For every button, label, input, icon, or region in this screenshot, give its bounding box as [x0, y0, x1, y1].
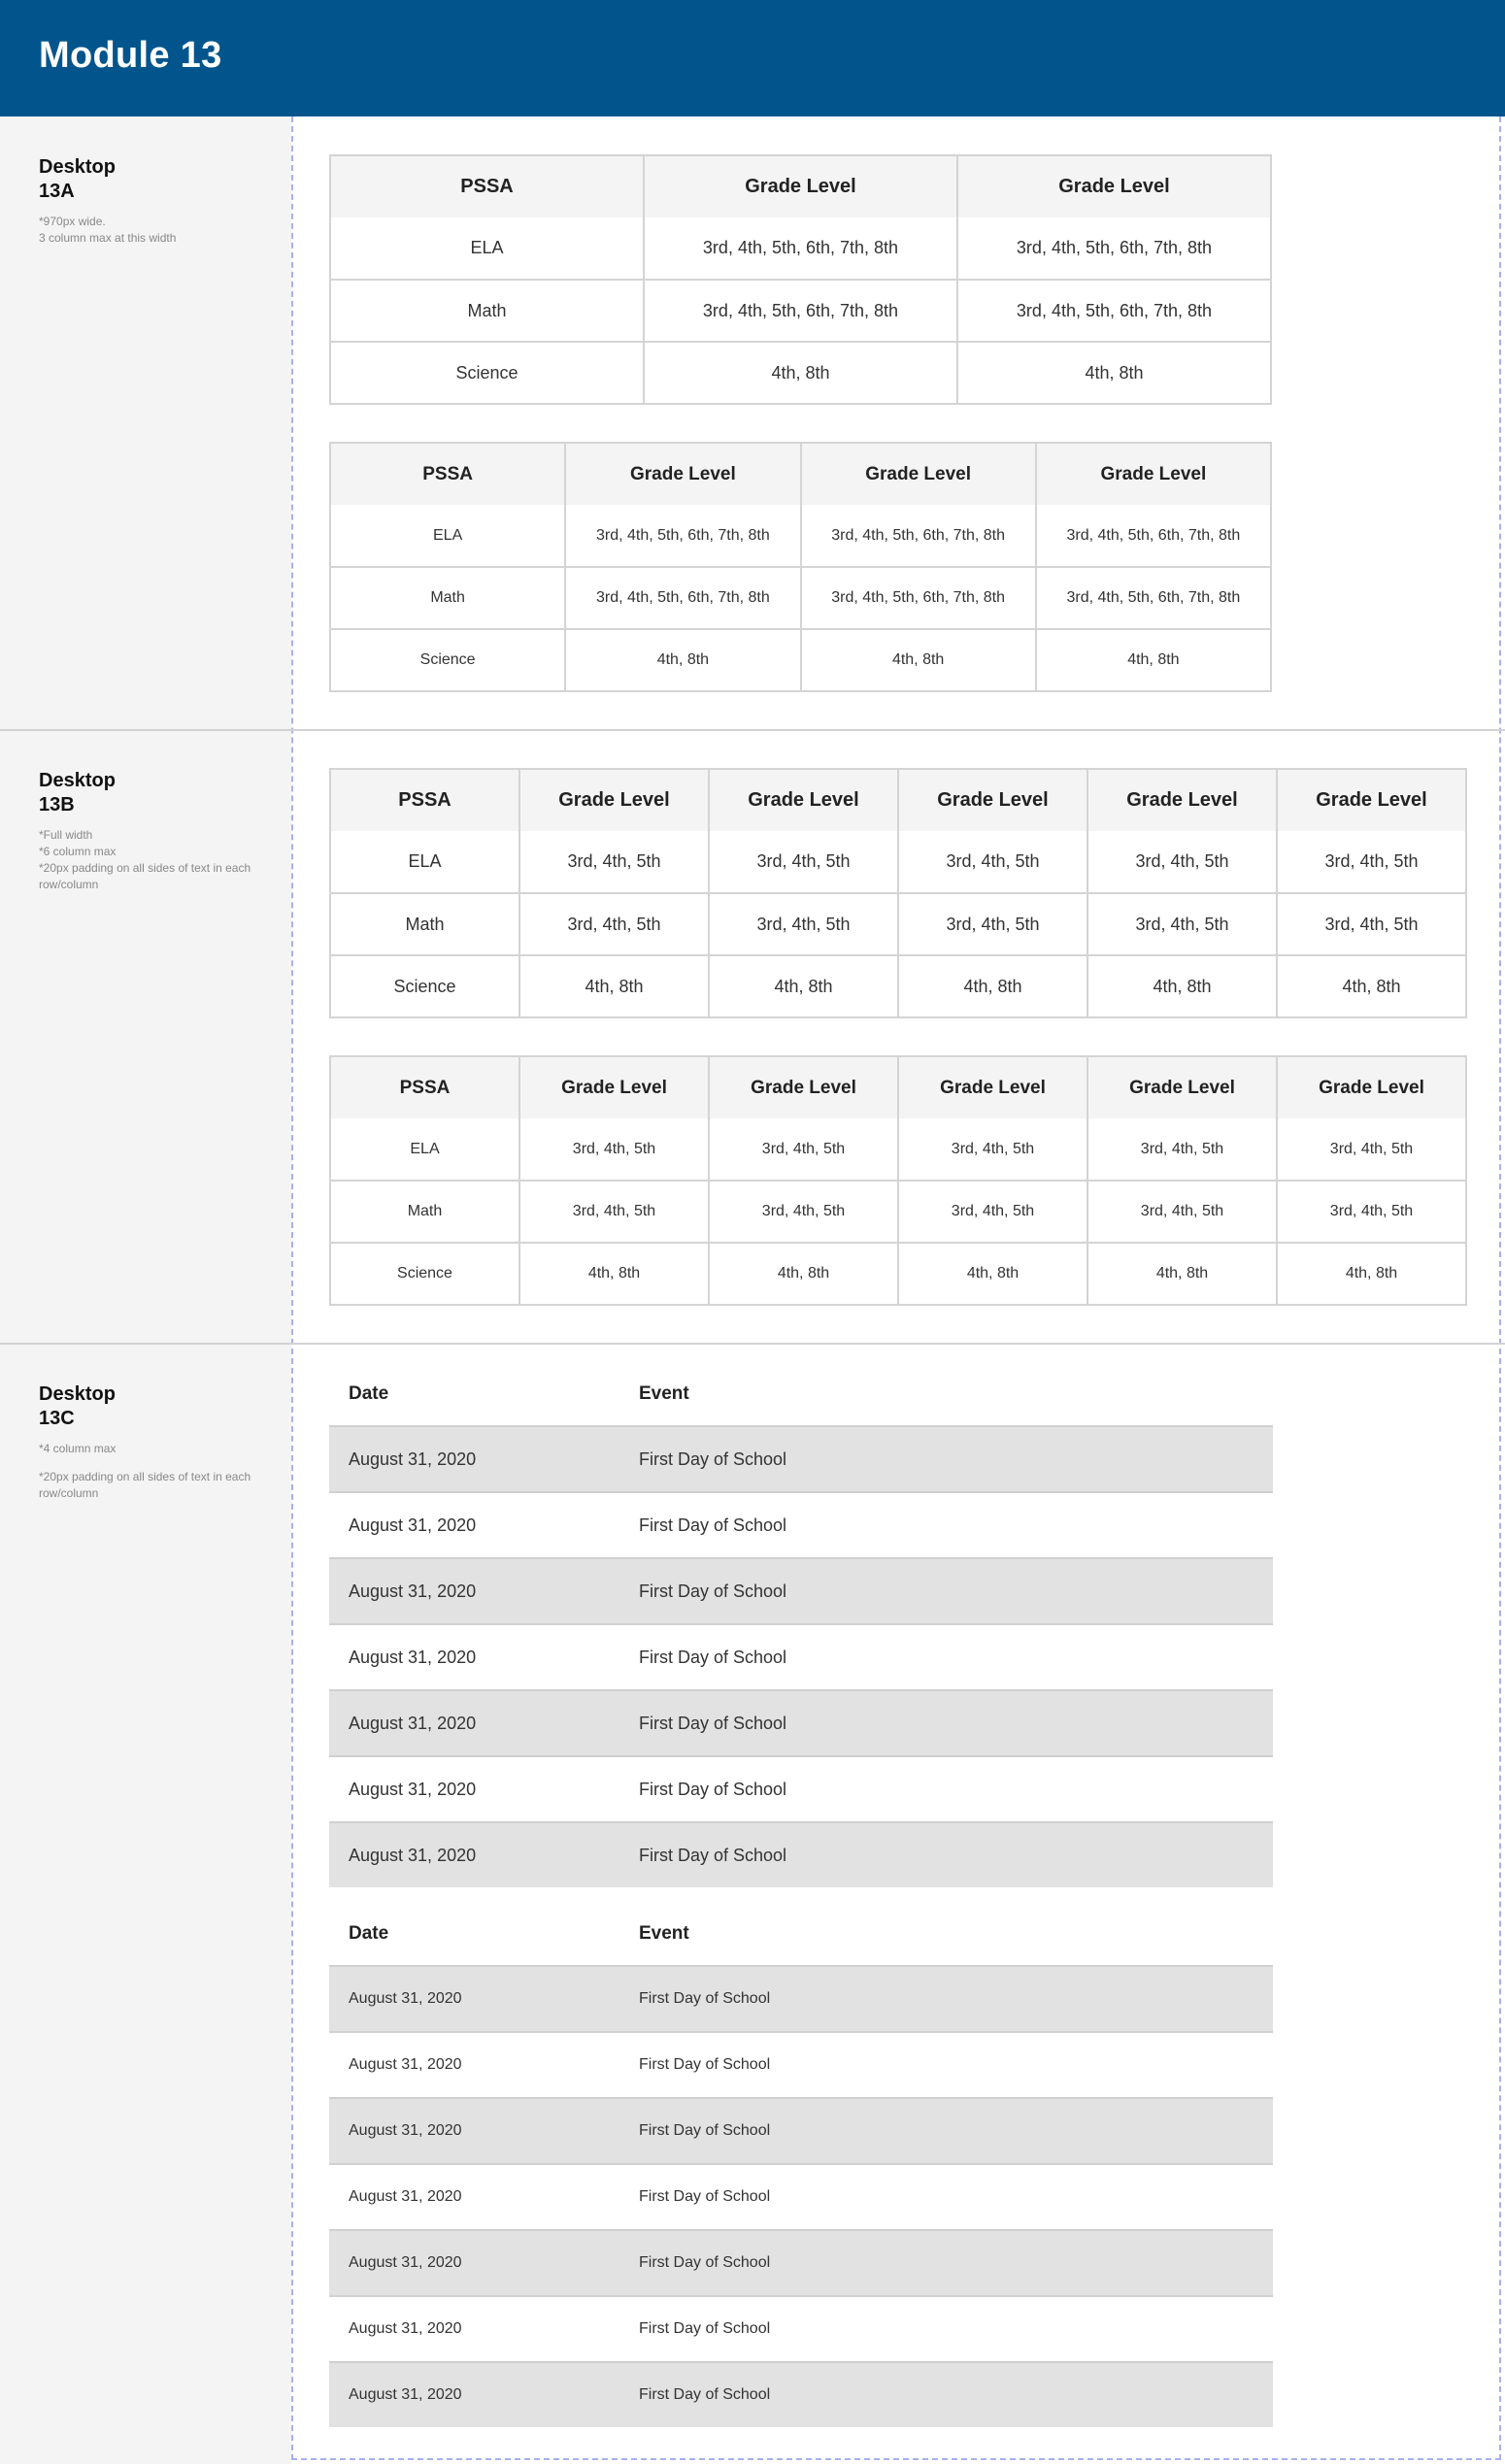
table-cell: 3rd, 4th, 5th — [709, 1118, 898, 1181]
table-cell: 4th, 8th — [1277, 1243, 1466, 1305]
table-cell: 3rd, 4th, 5th — [1087, 1118, 1277, 1181]
table-cell: 4th, 8th — [709, 955, 898, 1017]
table-cell: 3rd, 4th, 5th — [519, 831, 709, 893]
table-cell: 3rd, 4th, 5th, 6th, 7th, 8th — [644, 217, 957, 280]
table-cell: August 31, 2020 — [329, 1492, 619, 1558]
table-cell: 3rd, 4th, 5th — [1087, 831, 1277, 893]
table-cell: 3rd, 4th, 5th — [898, 893, 1087, 955]
section-name: Desktop — [39, 1383, 116, 1405]
table-row — [329, 1690, 1273, 1756]
table-cell: 3rd, 4th, 5th — [709, 893, 898, 955]
table-cell: First Day of School — [619, 1690, 1273, 1756]
table-cell: August 31, 2020 — [329, 1822, 619, 1887]
column-header: PSSA — [330, 443, 565, 505]
events-table-small — [329, 1903, 1273, 2427]
table-cell: 3rd, 4th, 5th — [709, 831, 898, 893]
table-row — [330, 567, 1271, 629]
column-header: Grade Level — [1087, 1056, 1277, 1118]
pssa-table-13a-4col — [329, 442, 1272, 692]
column-header: Date — [329, 1363, 619, 1426]
table-cell: August 31, 2020 — [329, 2230, 619, 2296]
table-cell: August 31, 2020 — [329, 1690, 619, 1756]
table-cell: August 31, 2020 — [329, 2296, 619, 2362]
table-cell: Science — [330, 955, 519, 1017]
page-title: Module 13 — [39, 35, 222, 76]
table-row — [329, 2362, 1273, 2427]
table-cell: 4th, 8th — [709, 1243, 898, 1305]
table-header-row — [330, 443, 1271, 505]
table-cell: 4th, 8th — [519, 955, 709, 1017]
table-cell: First Day of School — [619, 2296, 1273, 2362]
table-cell: ELA — [330, 217, 644, 280]
table-row — [330, 955, 1466, 1017]
table-cell: 3rd, 4th, 5th — [1087, 893, 1277, 955]
section-note: *4 column max — [39, 1442, 117, 1455]
table-cell: Math — [330, 567, 565, 629]
table-cell: 3rd, 4th, 5th — [519, 893, 709, 955]
table-cell: First Day of School — [619, 2032, 1273, 2098]
column-header: Grade Level — [565, 443, 800, 505]
column-header: Grade Level — [519, 769, 709, 831]
section-note: *20px padding on all sides of text in each row/column — [39, 1470, 251, 1500]
column-header: Grade Level — [1036, 443, 1271, 505]
table-row — [329, 2230, 1273, 2296]
table-cell: 4th, 8th — [1087, 1243, 1277, 1305]
table-header-row — [330, 155, 1271, 217]
table-row — [329, 2296, 1273, 2362]
table-cell: 3rd, 4th, 5th — [1277, 831, 1466, 893]
table-cell: 4th, 8th — [644, 342, 957, 404]
table-cell: 3rd, 4th, 5th — [1087, 1181, 1277, 1243]
table-cell: First Day of School — [619, 2098, 1273, 2164]
table-cell: Science — [330, 1243, 519, 1305]
pssa-table-13a-3col — [329, 154, 1272, 405]
table-cell: 3rd, 4th, 5th, 6th, 7th, 8th — [1036, 505, 1271, 567]
table-header-row — [330, 1056, 1466, 1118]
column-header: Date — [329, 1903, 619, 1966]
table-row — [330, 342, 1271, 404]
table-cell: 3rd, 4th, 5th — [898, 1181, 1087, 1243]
section-note: *Full width — [39, 828, 93, 842]
column-header: PSSA — [330, 1056, 519, 1118]
table-cell: 4th, 8th — [519, 1243, 709, 1305]
column-header: Grade Level — [1277, 769, 1466, 831]
table-row — [329, 1558, 1273, 1624]
table-cell: 3rd, 4th, 5th — [898, 831, 1087, 893]
table-row — [329, 1966, 1273, 2032]
table-cell: Science — [330, 629, 565, 691]
table-cell: First Day of School — [619, 1492, 1273, 1558]
section-name: Desktop — [39, 156, 116, 178]
table-cell: 4th, 8th — [1036, 629, 1271, 691]
table-row — [330, 1243, 1466, 1305]
table-cell: 3rd, 4th, 5th — [519, 1118, 709, 1181]
table-cell: 3rd, 4th, 5th — [519, 1181, 709, 1243]
table-row — [330, 893, 1466, 955]
table-row — [329, 1492, 1273, 1558]
sidebar — [0, 117, 291, 2464]
table-cell: Math — [330, 1181, 519, 1243]
table-row — [330, 1181, 1466, 1243]
table-cell: August 31, 2020 — [329, 2362, 619, 2427]
table-cell: ELA — [330, 1118, 519, 1181]
table-cell: 3rd, 4th, 5th, 6th, 7th, 8th — [565, 567, 800, 629]
table-cell: 3rd, 4th, 5th, 6th, 7th, 8th — [801, 567, 1036, 629]
table-row — [330, 629, 1271, 691]
column-header: Grade Level — [709, 769, 898, 831]
table-cell: 3rd, 4th, 5th, 6th, 7th, 8th — [957, 217, 1271, 280]
table-cell: First Day of School — [619, 2164, 1273, 2230]
section-code: 13C — [39, 1408, 75, 1429]
table-row — [329, 1822, 1273, 1887]
table-cell: 4th, 8th — [898, 1243, 1087, 1305]
table-cell: ELA — [330, 831, 519, 893]
table-cell: 4th, 8th — [957, 342, 1271, 404]
pssa-table-13b-large — [329, 768, 1467, 1018]
table-cell: First Day of School — [619, 1756, 1273, 1822]
table-row — [330, 505, 1271, 567]
section-note: *970px wide. — [39, 215, 106, 228]
table-cell: August 31, 2020 — [329, 1558, 619, 1624]
table-cell: August 31, 2020 — [329, 2164, 619, 2230]
table-cell: First Day of School — [619, 2230, 1273, 2296]
column-header: Grade Level — [957, 155, 1271, 217]
table-cell: August 31, 2020 — [329, 2032, 619, 2098]
table-cell: 3rd, 4th, 5th — [898, 1118, 1087, 1181]
column-header: Grade Level — [644, 155, 957, 217]
section-note: *20px padding on all sides of text in each row/column — [39, 861, 251, 891]
table-cell: First Day of School — [619, 2362, 1273, 2427]
column-header: Grade Level — [1087, 769, 1277, 831]
table-cell: 4th, 8th — [1277, 955, 1466, 1017]
table-cell: August 31, 2020 — [329, 1756, 619, 1822]
column-header: Grade Level — [1277, 1056, 1466, 1118]
table-row — [329, 2032, 1273, 2098]
table-cell: First Day of School — [619, 1624, 1273, 1690]
events-table-large — [329, 1363, 1273, 1887]
table-row — [329, 1624, 1273, 1690]
column-header: Grade Level — [898, 769, 1087, 831]
table-row — [329, 2164, 1273, 2230]
table-cell: August 31, 2020 — [329, 2098, 619, 2164]
table-cell: 3rd, 4th, 5th, 6th, 7th, 8th — [957, 280, 1271, 342]
table-cell: 3rd, 4th, 5th, 6th, 7th, 8th — [1036, 567, 1271, 629]
table-cell: 3rd, 4th, 5th — [1277, 893, 1466, 955]
section-code: 13A — [39, 181, 75, 202]
table-cell: 4th, 8th — [1087, 955, 1277, 1017]
section-divider — [0, 729, 1505, 731]
table-cell: August 31, 2020 — [329, 1426, 619, 1492]
table-cell: First Day of School — [619, 1966, 1273, 2032]
table-cell: August 31, 2020 — [329, 1624, 619, 1690]
page-header — [0, 0, 1505, 117]
table-cell: 4th, 8th — [565, 629, 800, 691]
table-cell: 4th, 8th — [801, 629, 1036, 691]
column-header: Grade Level — [801, 443, 1036, 505]
section-note: 3 column max at this width — [39, 231, 177, 245]
table-cell: Math — [330, 893, 519, 955]
table-row — [329, 1426, 1273, 1492]
table-cell: 3rd, 4th, 5th, 6th, 7th, 8th — [644, 280, 957, 342]
table-cell: 3rd, 4th, 5th, 6th, 7th, 8th — [801, 505, 1036, 567]
table-row — [330, 217, 1271, 280]
column-header: Grade Level — [519, 1056, 709, 1118]
column-header: PSSA — [330, 769, 519, 831]
table-cell: 3rd, 4th, 5th, 6th, 7th, 8th — [565, 505, 800, 567]
section-note: *6 column max — [39, 845, 117, 858]
column-header: Event — [619, 1903, 1273, 1966]
table-cell: 3rd, 4th, 5th — [1277, 1181, 1466, 1243]
column-header: Grade Level — [898, 1056, 1087, 1118]
section-label-13b — [39, 769, 272, 893]
table-header-row — [330, 769, 1466, 831]
table-row — [330, 831, 1466, 893]
table-cell: 4th, 8th — [898, 955, 1087, 1017]
table-cell: August 31, 2020 — [329, 1966, 619, 2032]
column-header: Event — [619, 1363, 1273, 1426]
table-cell: 3rd, 4th, 5th — [709, 1181, 898, 1243]
table-row — [329, 1756, 1273, 1822]
table-cell: First Day of School — [619, 1426, 1273, 1492]
table-cell: First Day of School — [619, 1558, 1273, 1624]
table-row — [329, 2098, 1273, 2164]
table-cell: Science — [330, 342, 644, 404]
section-name: Desktop — [39, 770, 116, 791]
section-code: 13B — [39, 794, 75, 816]
section-divider — [0, 1343, 1505, 1345]
table-cell: First Day of School — [619, 1822, 1273, 1887]
pssa-table-13b-small — [329, 1055, 1467, 1306]
table-row — [330, 1118, 1466, 1181]
table-cell: 3rd, 4th, 5th — [1277, 1118, 1466, 1181]
table-header-row — [329, 1363, 1273, 1426]
table-row — [330, 280, 1271, 342]
table-cell: Math — [330, 280, 644, 342]
column-header: Grade Level — [709, 1056, 898, 1118]
section-label-13a — [39, 155, 272, 247]
section-label-13c — [39, 1382, 272, 1502]
column-header: PSSA — [330, 155, 644, 217]
table-header-row — [329, 1903, 1273, 1966]
table-cell: ELA — [330, 505, 565, 567]
